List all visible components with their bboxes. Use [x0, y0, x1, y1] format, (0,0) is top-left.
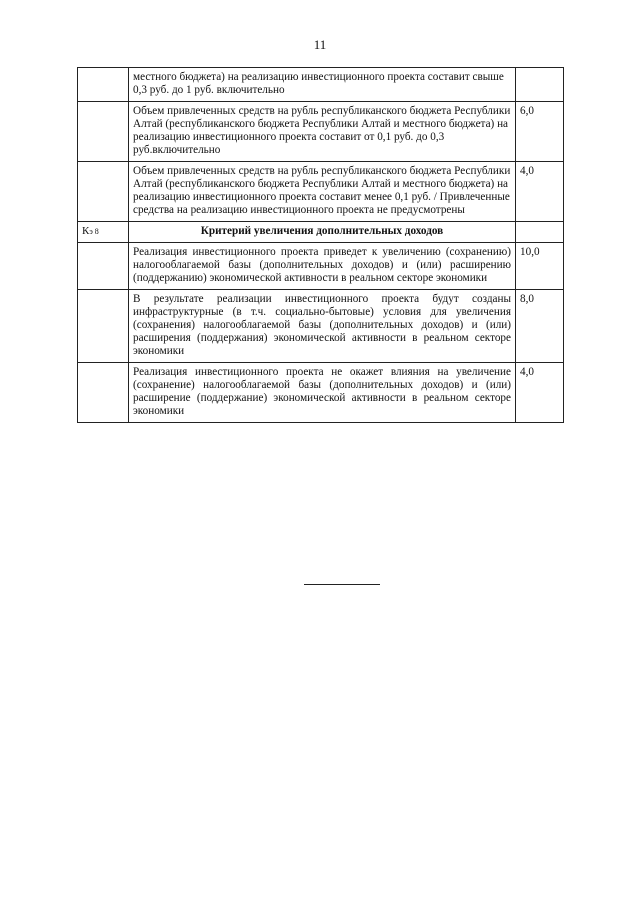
criterion-code-cell [78, 243, 129, 290]
criterion-code-cell [78, 363, 129, 423]
criteria-table [77, 67, 564, 423]
page-number: 11 [313, 37, 327, 52]
criterion-code-cell [78, 102, 129, 162]
criterion-score-cell: 4,0 [516, 363, 564, 423]
criterion-code-cell [78, 68, 129, 102]
section-code-subscript: э 8 [89, 227, 99, 236]
table-row [78, 68, 564, 102]
criterion-description-cell: Объем привлеченных средств на рубль республиканского бюджета Республики Алтай (республиканского бюджета Республики Алтай и местного бюджета) на реализацию инвестиционного проекта составит от 0,1 руб. до 0,3 руб.включительно [129, 102, 516, 162]
criterion-description-cell: Объем привлеченных средств на рубль республиканского бюджета Республики Алтай (республиканского бюджета Республики Алтай и местного бюджета) на реализацию инвестиционного проекта составит менее 0,1 руб. / Привлеченные средства на реализацию инвестиционного проекта не предусмотрены [129, 162, 516, 222]
criterion-description-cell: В результате реализации инвестиционного проекта будут созданы инфраструктурные (в т.ч. социально-бытовые) условия для увеличения (сохранения) налогооблагаемой базы (дополнительных доходов) и (или) расширения (поддержания) экономической активности в реальном секторе экономики [129, 290, 516, 363]
criterion-score-cell: 10,0 [516, 243, 564, 290]
criterion-code-cell [78, 162, 129, 222]
section-title: Критерий увеличения дополнительных доходов [129, 222, 516, 243]
criterion-code-cell [78, 290, 129, 363]
table-row [78, 102, 564, 162]
table-row [78, 162, 564, 222]
criterion-score-cell [516, 68, 564, 102]
section-code-main: К [82, 225, 90, 237]
section-score-cell [516, 222, 564, 243]
criterion-description-cell: местного бюджета) на реализацию инвестиционного проекта составит свыше 0,3 руб. до 1 руб. включительно [129, 68, 516, 102]
criterion-score-cell: 8,0 [516, 290, 564, 363]
table-row [78, 290, 564, 363]
end-of-document-rule [304, 584, 380, 585]
table-row [78, 363, 564, 423]
criterion-description-cell: Реализация инвестиционного проекта не окажет влияния на увеличение (сохранение) налогооблагаемой базы (дополнительных доходов) и (или) расширение (поддержание) экономической активности в реальном секторе экономики [129, 363, 516, 423]
table-row [78, 243, 564, 290]
section-code-cell [78, 222, 129, 243]
section-header-row [78, 222, 564, 243]
criterion-score-cell: 4,0 [516, 162, 564, 222]
criterion-score-cell: 6,0 [516, 102, 564, 162]
criterion-description-cell: Реализация инвестиционного проекта приведет к увеличению (сохранению) налогооблагаемой базы (дополнительных доходов) и (или) расширению (поддержанию) экономической активности в реальном секторе экономики [129, 243, 516, 290]
